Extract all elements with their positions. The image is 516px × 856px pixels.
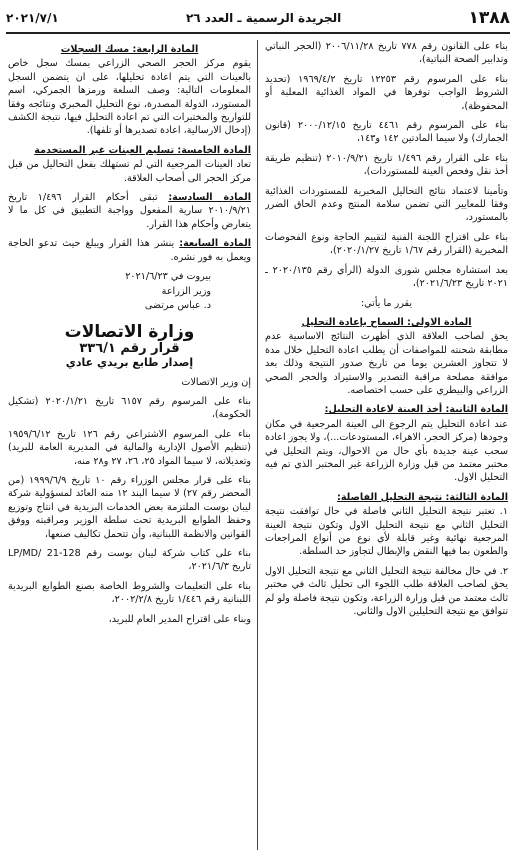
preamble-paragraph: بناء على اقتراح اللجنة الفنية لتقييم الحاجة ونوع الفحوصات المخبرية (القرار رقم ١/٦٧ تاريخ ٢٠٢٠/١/٢٧)، bbox=[265, 231, 508, 257]
decision-subject: إصدار طابع بريدي عادي bbox=[65, 356, 194, 370]
page-number: ١٣٨٨ bbox=[468, 8, 510, 28]
preamble-paragraph: بناء على المرسوم رقم ٦١٥٧ تاريخ ٢٠٢٠/١/٢١ (تشكيل الحكومة)، bbox=[8, 395, 251, 421]
article-5-heading: المادة الخامسة: تسليم العينات غير المستخدمة bbox=[34, 144, 251, 156]
decides-line: يقرر ما يأتي: bbox=[360, 297, 413, 309]
preamble-paragraph: بعد استشارة مجلس شورى الدولة (الرأي رقم ٢٠٢٠/١٣٥ ـ ٢٠٢١ تاريخ ٢٠٢١/٦/٢٣)، bbox=[265, 264, 508, 290]
minister-line: إن وزير الاتصالات bbox=[181, 376, 251, 388]
preamble-paragraph: بناء على قرار مجلس الوزراء رقم ١٠ تاريخ ١٩٩٩/٦/٩ (من المحضر رقم ٢٧) لا سيما البند ١٢ منه العائد لمسؤولية شركة ليبان بوست الملتزمة بعض الخدمات البريدية في انتاج وتوزيع وحفظ الطوابع البريدية تحت سلطة الوزير ومراقبته ووفق القوانين والانظمة اللبنانية، وأن تتحمل تكاليف صنعها، bbox=[8, 474, 251, 540]
preamble-paragraph: بناء على المرسوم رقم ٤٤٦١ تاريخ ٢٠٠٠/١٢/١٥ (قانون الجمارك) ولا سيما المادتين ١٤٢ و١٤٣، bbox=[265, 120, 508, 145]
article-1-text: يحق لصاحب العلاقة الذي أظهرت النتائج الاساسية عدم مطابقة شحنته للمواصفات أن يطلب اعادة التحليل خلال مدة لا تتجاوز العشرين يوما من تاريخ صدور النتيجة وذلك بعد موافقة مصلحة مراقبة التصدير والاستيراد والحجر الصحي الزراعي والبيطري على حسب اختصاصه. bbox=[265, 331, 508, 396]
article-6-text: تبقى أحكام القرار ١/٤٩٦ تاريخ ٢٠١٠/٩/٢١ سارية المفعول وواجبة التطبيق في كل ما لا يتعارض وأحكام هذا القرار. bbox=[8, 192, 251, 230]
decision-number: قرار رقم ٣٣٦/١ bbox=[79, 340, 180, 356]
article-5-text: تعاد العينات المرجعية التي لم تستهلك بفعل التحاليل من قبل مركز الحجر الى أصحاب العلاقة. bbox=[8, 159, 251, 184]
article-7-text: ينشر هذا القرار ويبلغ حيث تدعو الحاجة ويعمل به فور نشره. bbox=[8, 238, 251, 263]
gazette-title: الجريدة الرسمية ـ العدد ٢٦ bbox=[185, 11, 342, 25]
article-2-text: عند اعادة التحليل يتم الرجوع الى العينة المرجعية في مكان وجودها (مركز الحجر، الاهراء، المستودعات...)، ولا يجوز اعادة سحب عينة جديدة بأي حال من الاحوال، ويتم التحليل في مختبر معتمد من قبل وزارة الزراعة غير المختبر الذي تم فيه التحليل الاول. bbox=[265, 418, 508, 484]
article-4-heading: المادة الرابعة: مسك السجلات bbox=[60, 44, 199, 55]
article-4-text: يقوم مركز الحجر الصحي الزراعي بمسك سجل خاص بالعينات التي يتم اعادة تحليلها، على ان يتضمن السجل المعلومات التالية: وصف السلعة ورمزها الجمركي، اسم المستورد، الدولة المصدرة، نوع التحليل المخبري ونتائجه وفقا للتواريخ والمختبرات التي تم اعادة التحليل فيها، نتيجة الكشف (إدخال الارسالية، اعادة تصديرها أو تلفها). bbox=[8, 58, 251, 137]
article-7-heading: المادة السابعة: bbox=[179, 238, 251, 250]
article-6 bbox=[8, 191, 251, 231]
right-column bbox=[265, 40, 508, 852]
preamble-paragraph: بناء على القانون رقم ٧٧٨ تاريخ ٢٠٠٦/١١/٢٨ (الحجر النباتي وتدابير الصحة النباتية)، bbox=[265, 41, 508, 66]
column-divider bbox=[257, 40, 258, 850]
preamble-paragraph: وتأمينا لاعتماد نتائج التحاليل المخبرية للمستوردات الغذائية وفقا للمعايير التي تضمن سلامة المنتج وعدم الحاق الضرر بالمستورد، bbox=[265, 185, 508, 224]
preamble-paragraph: بناء على كتاب شركة ليبان بوست رقم LP/MD/ 21-128 تاريخ ٢٠٢١/٦/٣، bbox=[8, 548, 251, 573]
article-1-heading: المادة الاولى: السماح بإعادة التحليل bbox=[301, 316, 472, 328]
article-6-heading: المادة السادسة: bbox=[168, 192, 251, 204]
page-header bbox=[6, 4, 510, 34]
ministry-heading: وزارة الاتصالات bbox=[64, 322, 195, 343]
article-3-item-1: ١. تعتبر نتيجة التحليل الثاني فاصلة في حال توافقت نتيجة التحليل الثاني مع نتيجة التحليل الاول وتكون نتيجة العينة المرجعية نهائية وغير قابلة لأي نوع من أنواع المراجعات والطعون بما فيها النقض والإبطال لتجاوز حد السلطة. bbox=[265, 506, 508, 558]
article-7 bbox=[8, 237, 251, 264]
article-3-heading: المادة الثالثة: نتيجة التحليل الفاصلة: bbox=[337, 491, 508, 503]
preamble-paragraph: بناء على التعليمات والشروط الخاصة بصنع الطوابع البريدية اللبنانية رقم ١/٤٤٦ تاريخ ٢٠٠٢/٢/٨، bbox=[8, 580, 251, 606]
signature-name: د. عباس مرتضى bbox=[144, 299, 211, 311]
signature-place-date: بيروت في ٢٠٢١/٦/٢٣ bbox=[125, 271, 211, 283]
left-column bbox=[8, 40, 251, 852]
preamble-paragraph: وبناء على اقتراح المدير العام للبريد، bbox=[108, 613, 251, 625]
preamble-paragraph: بناء على المرسوم الاشتراعي رقم ١٢٦ تاريخ ١٩٥٩/٦/١٢ (تنظيم الأصول الإدارية والمالية في المديرية العامة للبريد) وتعديلاته، لا سيما المواد ٢٥، ٢٦، ٢٧ و٢٨ منه، bbox=[8, 428, 251, 467]
article-2-heading: المادة الثانية: أخذ العينة لاعادة التحليل: bbox=[324, 404, 508, 416]
article-3-item-2: ٢. في حال مخالفة نتيجة التحليل الثاني مع نتيجة التحليل الاول يحق لصاحب العلاقة طلب اللجوء الى تحليل ثالث في مختبر ثالث معتمد من قبل وزارة الزراعة، وتكون نتيجة فاصلة ولو لم تتوافق مع نتيجة التحليلين الاول والثاني. bbox=[265, 565, 508, 618]
gazette-date: ٢٠٢١/٧/١ bbox=[6, 11, 59, 25]
preamble-paragraph: بناء على المرسوم رقم ١٢٢٥٣ تاريخ ١٩٦٩/٤/٢ (تحديد الشروط الواجب توفرها في المواد الغذائية المعلبة أو المحفوظة)، bbox=[265, 73, 508, 112]
signature-title: وزير الزراعة bbox=[161, 285, 211, 297]
preamble-paragraph: بناء على القرار رقم ١/٤٩٦ تاريخ ٢٠١٠/٩/٢١ (تنظيم طريقة أخذ نقل وفحص العينة للمستوردات)، bbox=[265, 152, 508, 178]
